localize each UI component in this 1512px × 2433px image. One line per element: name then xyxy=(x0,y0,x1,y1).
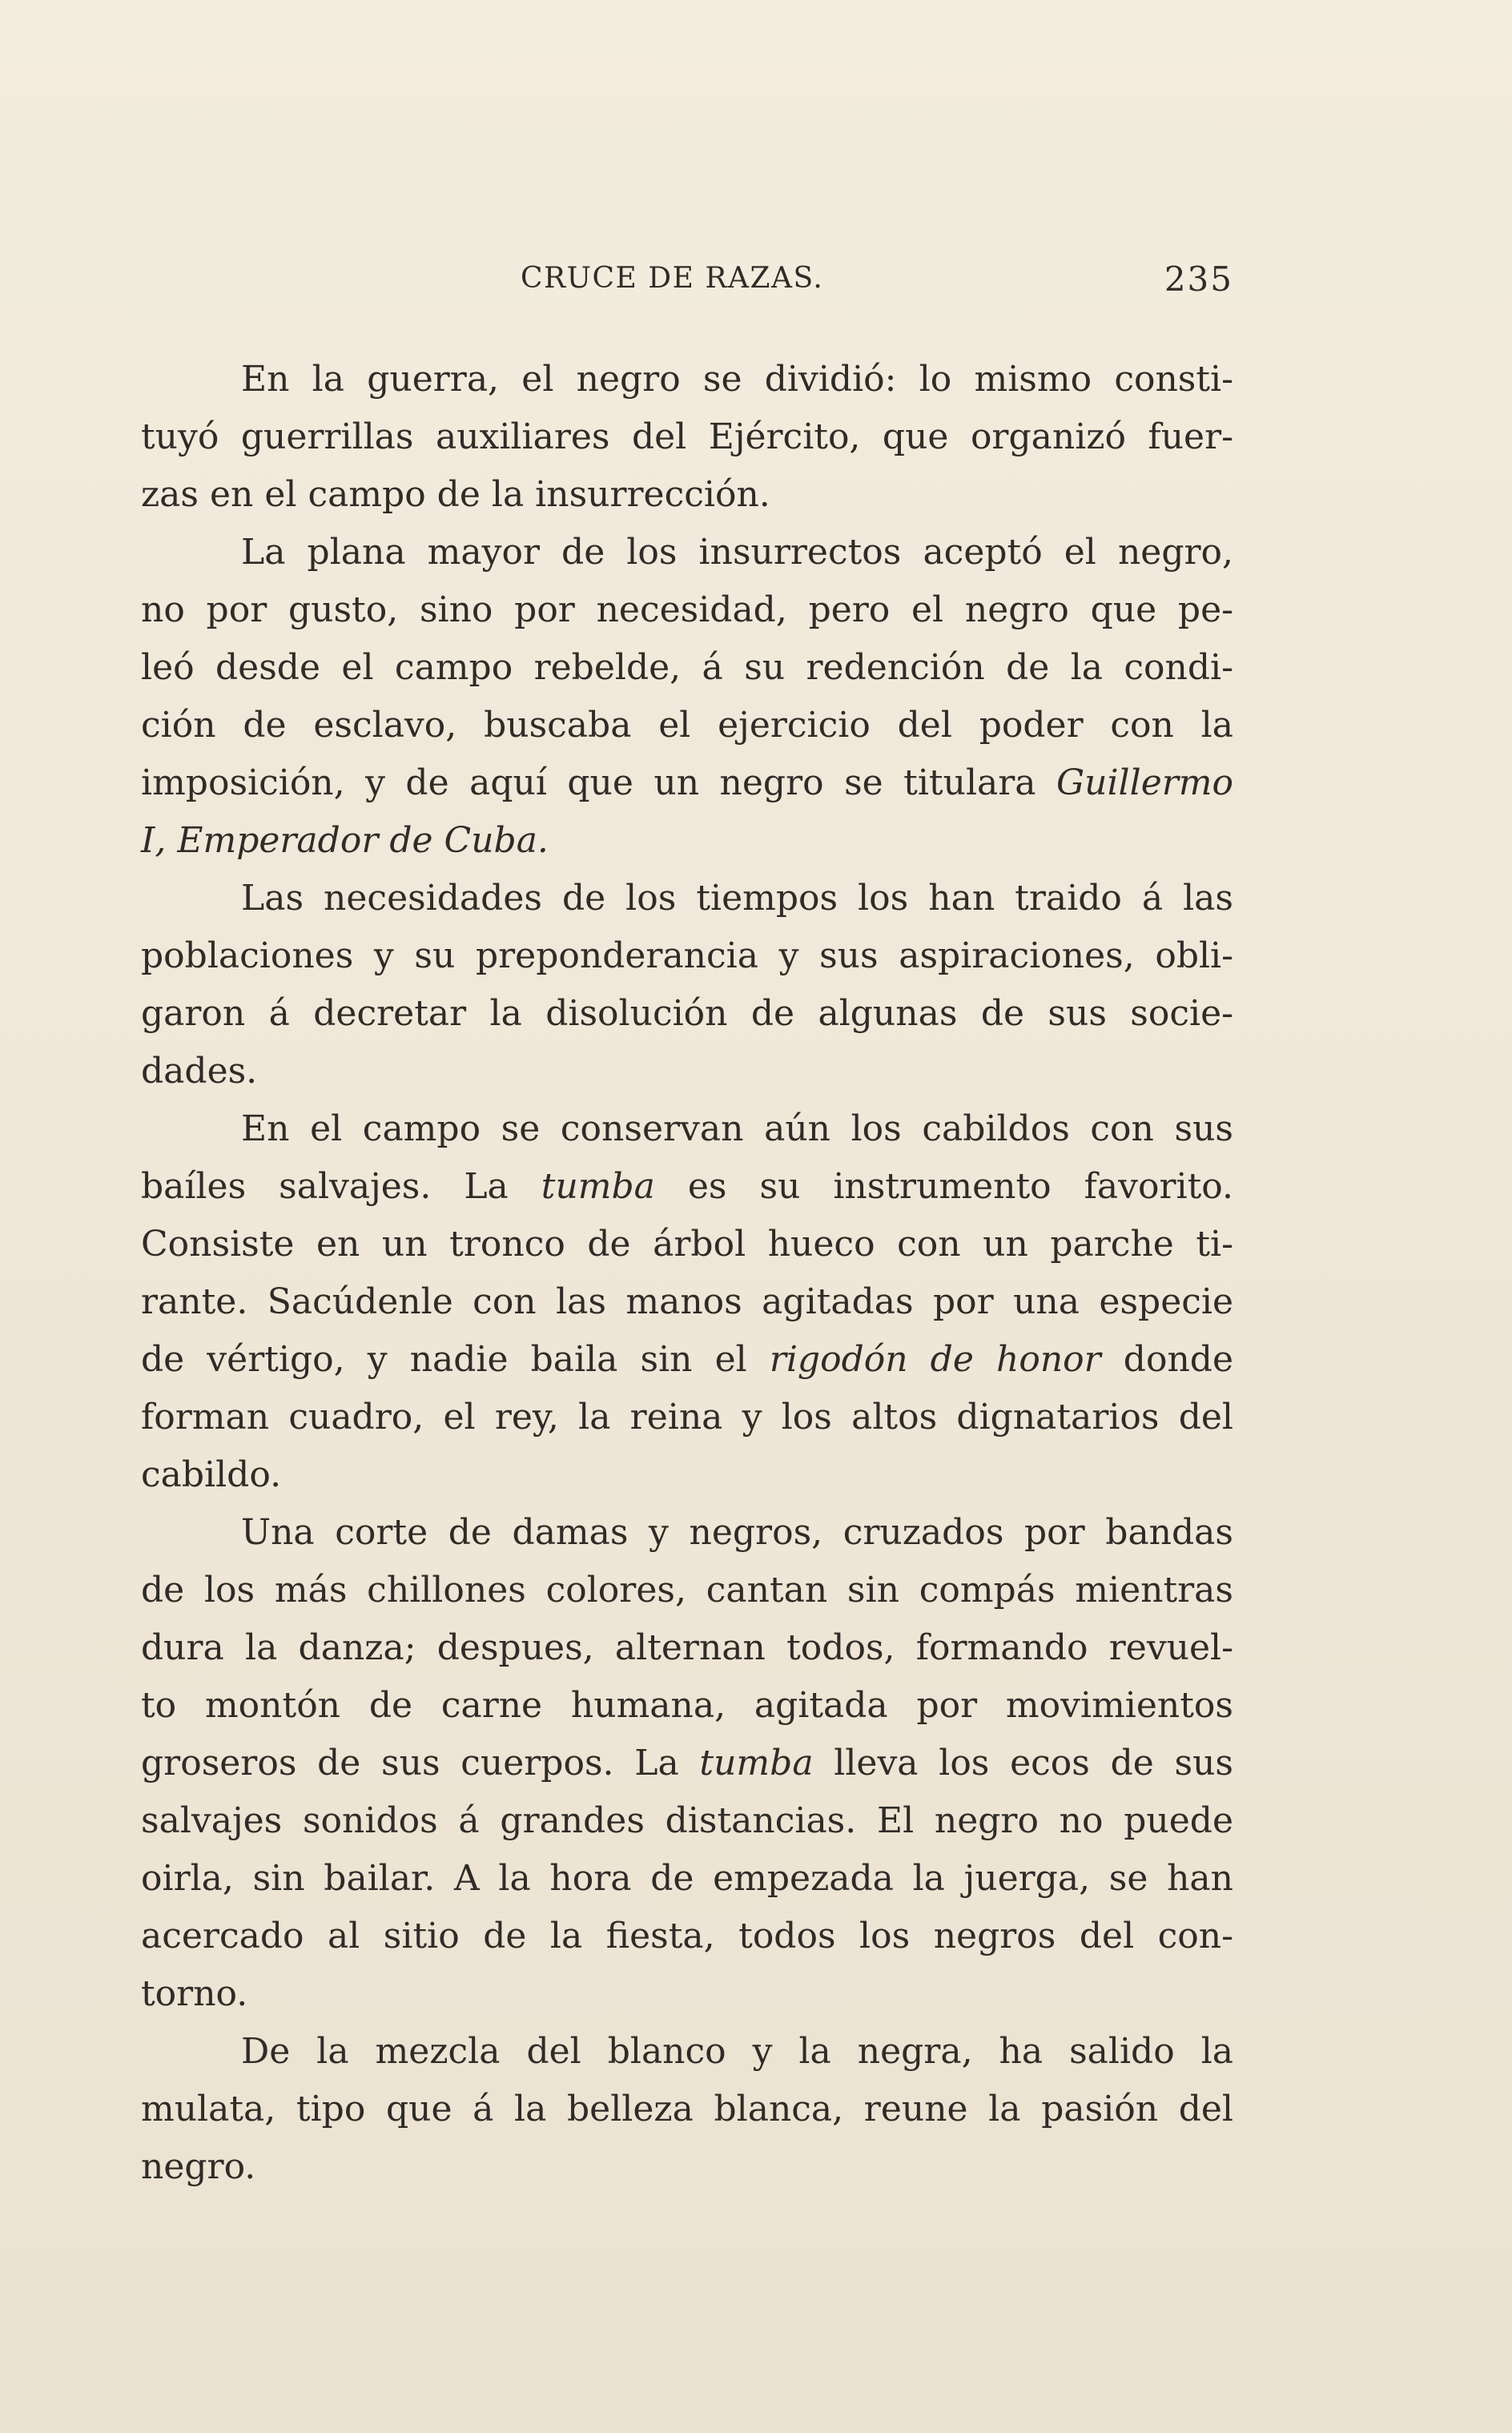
text-line: La plana mayor de los insurrectos aceptó el negro, xyxy=(241,532,1233,573)
text-line: dades. xyxy=(141,1051,258,1092)
text-line: rante. Sacúdenle con las manos agitadas por una especie xyxy=(141,1281,1233,1322)
text-line: poblaciones y su preponderancia y sus aspiraciones, obli- xyxy=(141,935,1233,976)
text-line: tuyó guerrillas auxiliares del Ejército, que organizó fuer- xyxy=(141,416,1233,457)
text-line: ción de esclavo, buscaba el ejercicio del poder con la xyxy=(141,705,1233,746)
text-fragment: baíles salvajes. La xyxy=(141,1166,541,1207)
text-line: negro. xyxy=(141,2146,256,2187)
italic-title: I, Emperador de Cuba. xyxy=(141,820,549,861)
text-line: leó desde el campo rebelde, á su redención de la condi- xyxy=(141,647,1233,688)
text-line: de los más chillones colores, cantan sin compás mientras xyxy=(141,1570,1233,1611)
text-line: torno. xyxy=(141,1973,248,2014)
text-line: Una corte de damas y negros, cruzados por bandas xyxy=(241,1512,1233,1553)
text-line: Consiste en un tronco de árbol hueco con un parche ti- xyxy=(141,1224,1233,1265)
italic-word-tumba: tumba xyxy=(699,1743,814,1784)
text-line: no por gusto, sino por necesidad, pero el negro que pe- xyxy=(141,589,1233,630)
text-line: En la guerra, el negro se dividió: lo mismo consti- xyxy=(241,359,1233,400)
text-line: oirla, sin bailar. A la hora de empezada la juerga, se han xyxy=(141,1858,1233,1899)
italic-word-tumba: tumba xyxy=(541,1166,655,1207)
italic-name: Guillermo xyxy=(1056,762,1233,803)
text-line xyxy=(141,1331,1233,1389)
text-line: En el campo se conservan aún los cabildos con sus xyxy=(241,1108,1233,1149)
text-line xyxy=(141,1735,1233,1792)
text-line: acercado al sitio de la fiesta, todos los negros del con- xyxy=(141,1916,1233,1956)
text-line xyxy=(141,754,1233,812)
text-line: zas en el campo de la insurrección. xyxy=(141,474,770,515)
text-line: cabildo. xyxy=(141,1454,282,1495)
text-line: Las necesidades de los tiempos los han traido á las xyxy=(241,878,1233,919)
italic-phrase-rigodon: rigodón de honor xyxy=(769,1339,1101,1380)
text-line: forman cuadro, el rey, la reina y los altos dignatarios del xyxy=(141,1397,1233,1438)
body-text xyxy=(141,351,1233,2196)
text-fragment: imposición, y de aquí que un negro se titulara xyxy=(141,762,1056,803)
text-line: salvajes sonidos á grandes distancias. El negro no puede xyxy=(141,1800,1233,1841)
text-fragment: es su instrumento favorito. xyxy=(654,1166,1234,1207)
text-line: to montón de carne humana, agitada por movimientos xyxy=(141,1685,1233,1726)
text-line: mulata, tipo que á la belleza blanca, reune la pasión del xyxy=(141,2089,1233,2129)
text-line: dura la danza; despues, alternan todos, formando revuel- xyxy=(141,1627,1233,1668)
page-number: 235 xyxy=(1164,259,1233,299)
page-header xyxy=(521,259,1233,304)
text-line xyxy=(141,1158,1233,1216)
text-line: garon á decretar la disolución de algunas de sus socie- xyxy=(141,993,1233,1034)
text-fragment: donde xyxy=(1100,1339,1233,1380)
text-line: De la mezcla del blanco y la negra, ha salido la xyxy=(241,2031,1233,2072)
running-title: CRUCE DE RAZAS. xyxy=(521,262,824,295)
text-fragment: de vértigo, y nadie baila sin el xyxy=(141,1339,770,1380)
text-fragment: groseros de sus cuerpos. La xyxy=(141,1743,700,1784)
text-fragment: lleva los ecos de sus xyxy=(813,1743,1233,1784)
